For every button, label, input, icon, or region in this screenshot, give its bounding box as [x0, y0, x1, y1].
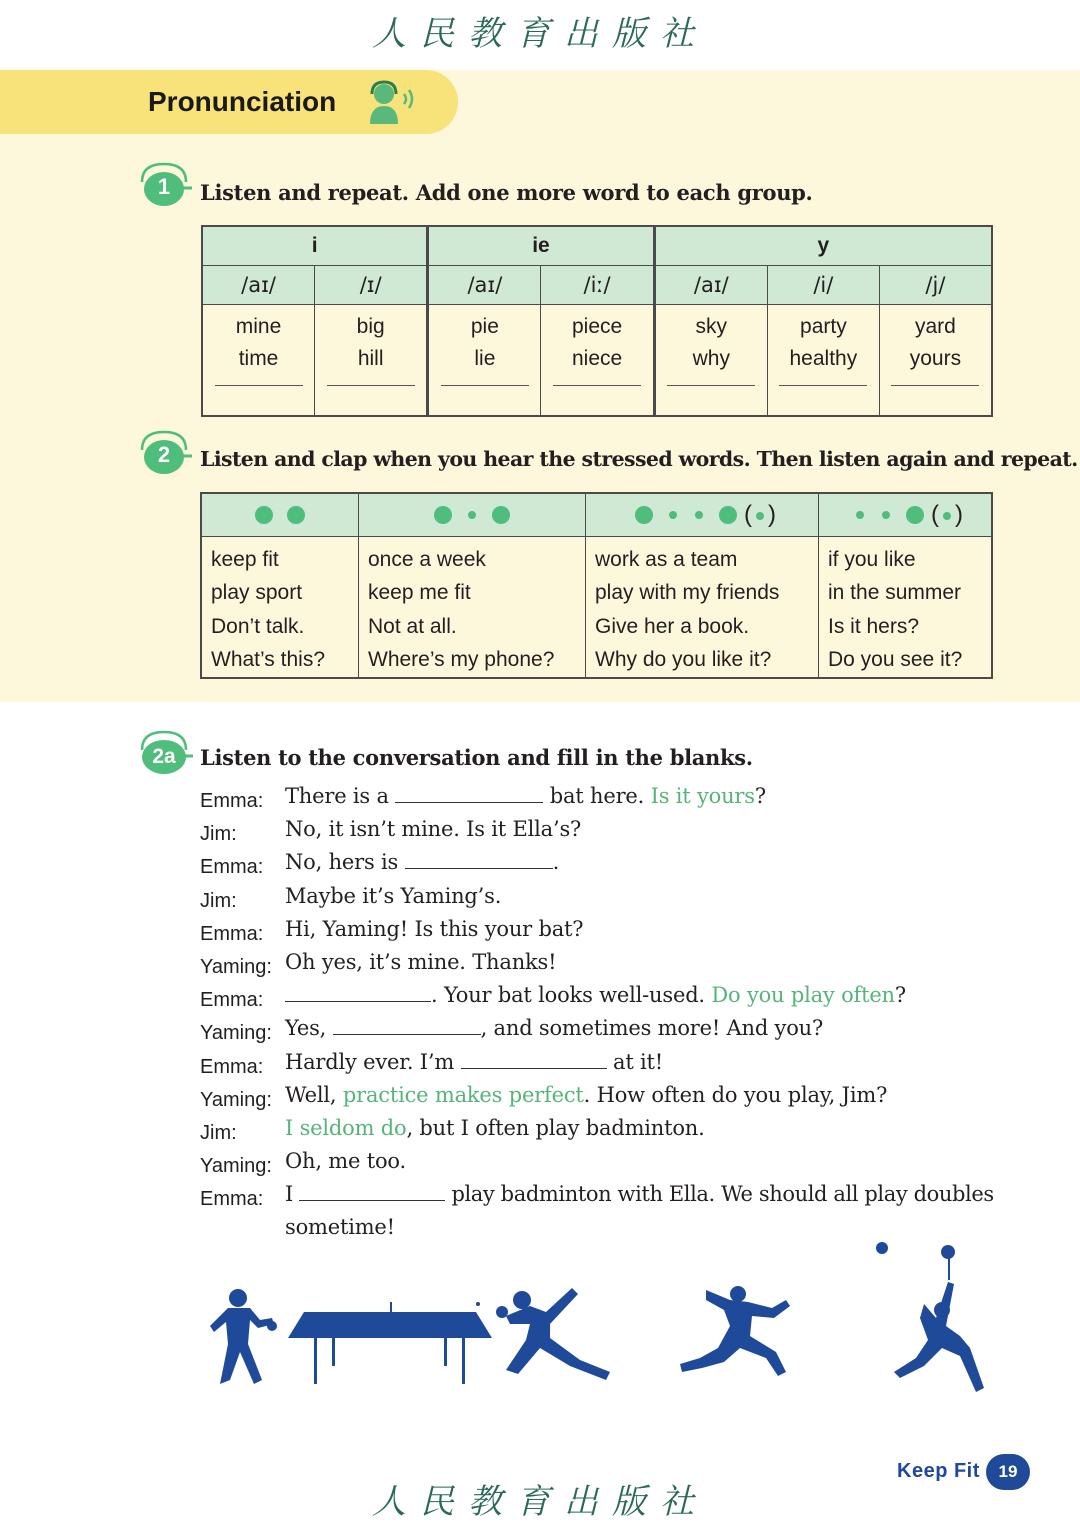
speaker: Yaming: — [200, 955, 272, 978]
optional-syllable-icon: ( ) — [744, 501, 776, 528]
ipa-cell: /aɪ/ — [654, 266, 767, 305]
line-text: There is a — [285, 784, 396, 808]
ipa-cell: /aɪ/ — [428, 266, 541, 305]
phrase-cell — [586, 537, 819, 679]
line-text: No, it isn’t mine. Is it Ella’s? — [285, 817, 582, 842]
speaker: Emma: — [200, 790, 264, 812]
word: hill — [357, 347, 384, 370]
phrase: Don’t talk. — [211, 614, 305, 638]
line-text: play badminton with Ella. We should all play doubles — [445, 1182, 994, 1207]
word-cell — [541, 305, 654, 417]
answer-blank[interactable] — [891, 383, 979, 386]
table-tennis-player-right-icon — [476, 1288, 610, 1380]
stressed-dot-icon — [434, 506, 452, 524]
speaker: Jim: — [200, 889, 237, 912]
stressed-dot-icon — [287, 506, 305, 524]
spelling-sound-table — [201, 225, 993, 417]
dialogue-line — [200, 884, 1060, 917]
activity-1-instruction: Listen and repeat. Add one more word to each group. — [200, 180, 813, 205]
publisher-logo-bottom: 人民教育出版社 — [372, 1482, 708, 1522]
activity-1-number: 1 — [157, 174, 171, 199]
dialogue-line — [200, 817, 1060, 850]
headset-speaker-icon — [364, 80, 420, 128]
line-text: Hi, Yaming! Is this your bat? — [285, 916, 584, 941]
line-text: . Your bat looks well-used. — [431, 983, 712, 1008]
highlighted-phrase: Do you play often — [711, 983, 895, 1008]
line-text: , but I often play badminton. — [406, 1115, 705, 1140]
speaker: Yaming: — [200, 1022, 272, 1045]
optional-syllable-icon: ( ) — [931, 501, 963, 528]
word-cell — [202, 305, 315, 417]
ipa-cell: /j/ — [879, 266, 992, 305]
speaker: Emma: — [200, 1055, 264, 1078]
dialogue-line — [200, 983, 1060, 1016]
highlighted-phrase: practice makes perfect — [342, 1082, 584, 1107]
line-text: ? — [754, 784, 766, 808]
phrase: Is it hers? — [828, 614, 920, 638]
line-text: , and sometimes more! And you? — [480, 1016, 824, 1041]
badminton-player-two-icon — [876, 1242, 984, 1392]
phrase: play with my friends — [595, 581, 780, 605]
conversation — [200, 784, 1060, 1249]
word: party — [800, 315, 847, 338]
activity-2a-instruction: Listen to the conversation and fill in the blanks. — [200, 745, 753, 770]
ipa-cell: /i/ — [767, 266, 879, 305]
badminton-player-one-icon — [680, 1286, 790, 1376]
answer-blank[interactable] — [779, 383, 867, 386]
word-cell — [428, 305, 541, 417]
dialogue-line — [200, 917, 1060, 950]
answer-blank[interactable] — [667, 383, 755, 386]
dialogue-line — [200, 1149, 1060, 1182]
phrase: Give her a book. — [595, 614, 750, 638]
phrase-cell — [819, 537, 993, 679]
table-tennis-player-left-icon — [210, 1289, 277, 1384]
unit-title: Keep Fit — [897, 1460, 980, 1482]
phrase: keep me fit — [368, 581, 471, 605]
stressed-dot-icon — [255, 506, 273, 524]
word: yours — [909, 347, 962, 370]
section-title: Pronunciation — [148, 86, 337, 117]
highlighted-phrase: I seldom do — [285, 1115, 407, 1140]
phrase: in the summer — [828, 581, 962, 605]
word-cell — [315, 305, 428, 417]
speaker: Jim: — [200, 823, 237, 846]
unstressed-dot-icon — [669, 511, 677, 519]
word: time — [238, 347, 279, 370]
line-text: at it! — [606, 1049, 664, 1074]
answer-blank[interactable] — [441, 383, 529, 386]
line-text: Hardly ever. I’m — [285, 1049, 461, 1074]
ipa-cell: /ɪ/ — [315, 266, 428, 305]
word-cell — [654, 305, 767, 417]
speaker: Yaming: — [200, 1155, 272, 1178]
phrase-cell — [201, 537, 359, 679]
word-cell — [879, 305, 992, 417]
line-text: Oh yes, it’s mine. Thanks! — [285, 949, 557, 974]
word-cell — [767, 305, 879, 417]
page-number: 19 — [986, 1454, 1030, 1490]
speaker: Emma: — [200, 1188, 264, 1211]
activity-2-instruction: Listen and clap when you hear the stressed words. Then listen again and repeat. — [200, 447, 1078, 471]
phrase: work as a team — [595, 548, 738, 571]
phrase: once a week — [368, 548, 486, 571]
word: mine — [235, 315, 282, 338]
speaker: Emma: — [200, 856, 264, 879]
line-text: Maybe it’s Yaming’s. — [285, 883, 502, 908]
stressed-dot-icon — [492, 506, 510, 524]
line-text: bat here. — [543, 784, 651, 808]
speaker: Emma: — [200, 922, 264, 945]
word: pie — [470, 315, 499, 338]
phrase: keep fit — [211, 548, 279, 571]
line-text: Oh, me too. — [285, 1149, 406, 1174]
dialogue-line — [200, 850, 1060, 883]
unstressed-dot-icon — [882, 511, 890, 519]
word: niece — [571, 347, 623, 370]
phrase: Why do you like it? — [595, 647, 772, 671]
stressed-dot-icon — [635, 506, 653, 524]
unstressed-dot-icon — [856, 511, 864, 519]
answer-blank[interactable] — [395, 786, 543, 803]
dialogue-line — [200, 1083, 1060, 1116]
phrase: What’s this? — [211, 647, 325, 671]
sports-silhouettes-illustration — [200, 1240, 1000, 1400]
ping-pong-table-icon — [288, 1302, 492, 1384]
phrase: Where’s my phone? — [368, 647, 555, 671]
phrase: play sport — [211, 581, 303, 605]
stress-pattern-table — [200, 492, 993, 679]
answer-blank[interactable] — [553, 383, 641, 386]
ipa-cell: /aɪ/ — [202, 266, 315, 305]
answer-blank[interactable] — [215, 383, 303, 386]
stressed-dot-icon — [719, 506, 737, 524]
line-text: . — [552, 850, 560, 875]
word: why — [692, 347, 730, 370]
word: piece — [571, 315, 623, 338]
line-text: Well, — [285, 1082, 343, 1107]
dialogue-line — [200, 1182, 1060, 1215]
answer-blank[interactable] — [299, 1184, 445, 1201]
line-text: . How often do you play, Jim? — [583, 1082, 888, 1107]
unstressed-dot-icon — [468, 511, 476, 519]
dialogue-line — [200, 1016, 1060, 1049]
word: healthy — [789, 347, 858, 370]
word: yard — [914, 315, 956, 338]
answer-blank[interactable] — [327, 383, 415, 386]
stress-pattern-cell — [819, 493, 993, 537]
dialogue-line — [200, 784, 1060, 817]
word: sky — [695, 315, 728, 338]
publisher-logo-top: 人民教育出版社 — [372, 14, 708, 54]
dialogue-line — [200, 1116, 1060, 1149]
stress-pattern-cell — [359, 493, 586, 537]
dialogue-line — [200, 950, 1060, 983]
line-text: No, hers is — [285, 850, 405, 875]
line-text: Yes, — [285, 1016, 333, 1041]
stress-pattern-cell — [201, 493, 359, 537]
group-header: i — [202, 226, 428, 266]
answer-blank[interactable] — [461, 1052, 607, 1069]
word: lie — [474, 347, 496, 370]
answer-blank[interactable] — [333, 1018, 481, 1035]
unstressed-dot-icon — [695, 511, 703, 519]
answer-blank[interactable] — [405, 852, 553, 869]
dialogue-line — [200, 1050, 1060, 1083]
speaker: Jim: — [200, 1121, 237, 1144]
line-text: I — [285, 1182, 300, 1207]
ipa-cell: /iː/ — [541, 266, 654, 305]
line-text: ? — [894, 983, 906, 1008]
highlighted-phrase: Is it yours — [650, 784, 755, 808]
activity-2a-number: 2a — [152, 745, 176, 768]
speaker: Yaming: — [200, 1088, 272, 1111]
speaker: Emma: — [200, 989, 264, 1012]
stress-pattern-cell — [586, 493, 819, 537]
phrase-cell — [359, 537, 586, 679]
line-text: sometime! — [285, 1215, 395, 1240]
phrase: Not at all. — [368, 614, 457, 638]
activity-2-number: 2 — [157, 442, 171, 467]
answer-blank[interactable] — [285, 985, 431, 1002]
phrase: if you like — [828, 548, 916, 571]
group-header: ie — [428, 226, 654, 266]
phrase: Do you see it? — [828, 647, 963, 671]
group-header: y — [654, 226, 992, 266]
stressed-dot-icon — [906, 506, 924, 524]
word: big — [356, 315, 385, 338]
